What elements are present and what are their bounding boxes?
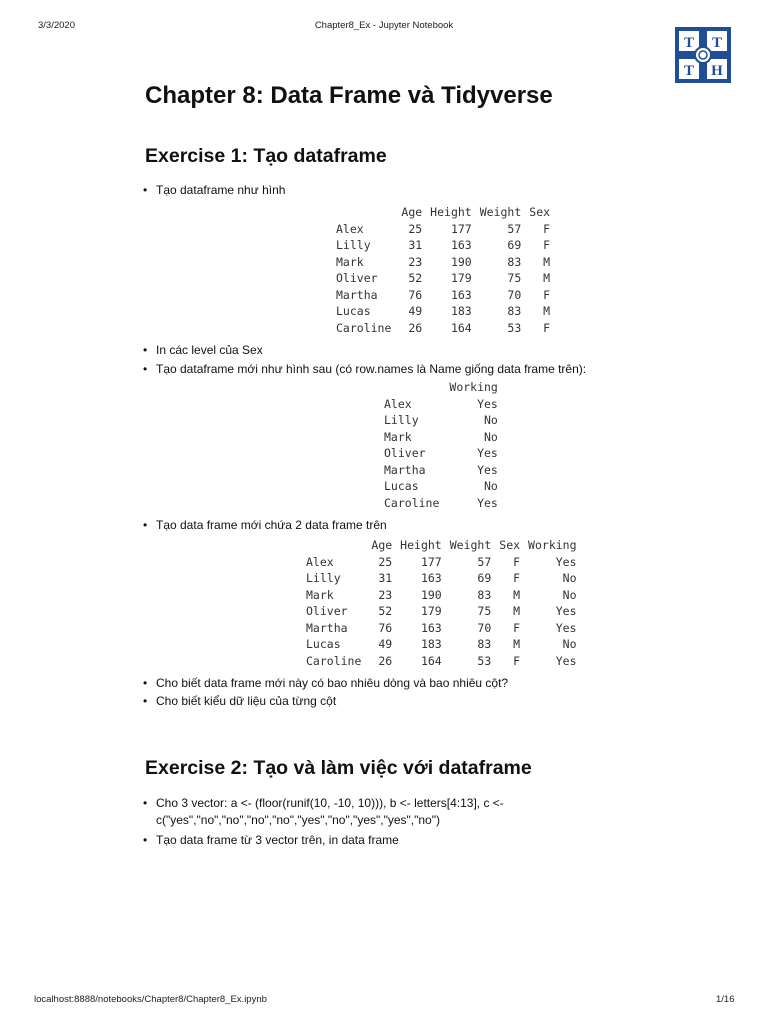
ex2-bullet-2: • Tạo data frame từ 3 vector trên, in data frame	[156, 832, 399, 849]
row-name: Alex	[384, 396, 412, 411]
column-header: Weight	[479, 205, 522, 219]
ex1-bullet-3: • Tạo dataframe mới như hình sau (có row.names là Name giống data frame trên):	[156, 361, 586, 378]
table-cell: No	[562, 587, 577, 602]
row-name: Oliver	[384, 446, 426, 460]
table-cell: F	[513, 571, 521, 585]
table-row	[306, 620, 581, 637]
table-cell: F	[513, 554, 521, 569]
exercise2-heading: Exercise 2: Tạo và làm việc với dataframe	[145, 757, 532, 779]
column-header: Height	[400, 538, 442, 552]
row-name: Martha	[384, 462, 426, 477]
tth-logo	[675, 27, 731, 83]
table-cell: No	[484, 413, 498, 427]
table-cell: 70	[477, 620, 492, 635]
table-cell: 163	[450, 287, 472, 302]
table-cell: 25	[378, 554, 393, 569]
row-name: Oliver	[336, 271, 378, 285]
table-cell: No	[562, 637, 577, 651]
table-cell: 76	[408, 287, 423, 302]
table-header-row	[336, 204, 554, 221]
column-header: Height	[430, 205, 472, 219]
table-cell: 83	[507, 254, 522, 269]
print-url: localhost:8888/notebooks/Chapter8/Chapter8_Ex.ipynb	[34, 994, 267, 1005]
row-name: Lilly	[336, 238, 371, 252]
table-cell: 177	[450, 221, 472, 236]
row-name: Oliver	[306, 604, 348, 618]
table-cell: No	[484, 429, 498, 444]
corner-cell	[384, 379, 445, 396]
table-cell: 26	[408, 320, 423, 335]
table-cell: 179	[450, 271, 472, 285]
table-cell: 163	[420, 620, 442, 635]
print-date: 3/3/2020	[38, 20, 75, 31]
table-row	[336, 237, 554, 254]
print-page-number: 1/16	[716, 994, 735, 1005]
table-cell: 179	[420, 604, 442, 618]
row-name: Lucas	[306, 637, 341, 651]
row-name: Lilly	[306, 571, 341, 585]
ex1-bullet-4: • Tạo data frame mới chứa 2 data frame trên	[156, 517, 387, 534]
table-cell: 164	[420, 653, 442, 668]
table-cell: 49	[378, 637, 393, 651]
row-name: Caroline	[306, 653, 362, 668]
table-row	[384, 445, 502, 462]
table-cell: 76	[378, 620, 393, 635]
table-row	[336, 287, 554, 304]
table-cell: 190	[420, 587, 442, 602]
dataframe-table-3	[306, 537, 581, 669]
table-row	[336, 303, 554, 320]
table-row	[306, 603, 581, 620]
table-cell: 53	[477, 653, 492, 668]
table-cell: 70	[507, 287, 522, 302]
column-header: Weight	[449, 538, 492, 552]
table-row	[336, 254, 554, 271]
table-cell: 49	[408, 304, 423, 318]
table-cell: M	[513, 637, 521, 651]
table-cell: 75	[477, 604, 492, 618]
table-cell: M	[543, 254, 551, 269]
table-cell: 164	[450, 320, 472, 335]
row-name: Caroline	[384, 495, 440, 510]
logo-letter: T	[683, 63, 695, 79]
row-name: Lucas	[336, 304, 371, 318]
table-row	[306, 554, 581, 571]
print-title: Chapter8_Ex - Jupyter Notebook	[314, 20, 454, 31]
table-cell: 163	[420, 571, 442, 585]
table-cell: 83	[477, 637, 492, 651]
table-cell: 31	[378, 571, 393, 585]
table-cell: 183	[450, 304, 472, 318]
table-cell: 25	[408, 221, 423, 236]
table-row	[384, 429, 502, 446]
dataframe-table-1	[336, 204, 554, 336]
table-cell: 53	[507, 320, 522, 335]
column-header: Working	[449, 380, 498, 394]
row-name: Lucas	[384, 479, 419, 493]
table-cell: F	[513, 620, 521, 635]
column-header: Age	[371, 538, 393, 552]
column-header: Working	[528, 538, 577, 552]
table-cell: Yes	[555, 554, 577, 569]
column-header: Sex	[499, 538, 521, 552]
table-cell: M	[513, 604, 521, 618]
row-name: Alex	[336, 221, 364, 236]
table-cell: Yes	[477, 446, 498, 460]
table-cell: M	[543, 304, 551, 318]
table-cell: 69	[477, 571, 492, 585]
dataframe-table-2	[384, 379, 502, 511]
table-cell: 177	[420, 554, 442, 569]
table-cell: 23	[378, 587, 393, 602]
table-cell: 75	[507, 271, 522, 285]
table-row	[336, 221, 554, 238]
logo-letter: H	[711, 63, 723, 79]
row-name: Martha	[306, 620, 348, 635]
corner-cell	[306, 537, 367, 554]
exercise1-heading: Exercise 1: Tạo dataframe	[145, 145, 387, 167]
table-row	[336, 320, 554, 337]
table-cell: Yes	[555, 620, 577, 635]
table-cell: 23	[408, 254, 423, 269]
table-header-row	[306, 537, 581, 554]
table-row	[336, 270, 554, 287]
row-name: Lilly	[384, 413, 419, 427]
logo-letter: T	[711, 35, 723, 51]
table-row	[384, 462, 502, 479]
table-row	[306, 653, 581, 670]
table-cell: 163	[450, 238, 472, 252]
table-cell: F	[543, 287, 551, 302]
table-header-row	[384, 379, 502, 396]
table-row	[384, 478, 502, 495]
table-cell: F	[543, 221, 551, 236]
table-row	[306, 636, 581, 653]
table-cell: M	[513, 587, 521, 602]
ex1-bullet-1: • Tạo dataframe như hình	[156, 182, 285, 199]
table-cell: Yes	[555, 604, 577, 618]
table-cell: 57	[477, 554, 492, 569]
ex2-bullet-1: • Cho 3 vector: a <- (floor(runif(10, -10, 10))), b <- letters[4:13], c <- c("yes","no","no","no","no","yes","no","yes","yes","no")	[156, 795, 576, 829]
table-row	[384, 396, 502, 413]
page-title: Chapter 8: Data Frame và Tidyverse	[145, 82, 553, 109]
table-cell: 183	[420, 637, 442, 651]
table-cell: 190	[450, 254, 472, 269]
table-cell: 52	[408, 271, 423, 285]
table-cell: F	[513, 653, 521, 668]
table-cell: Yes	[555, 653, 577, 668]
table-row	[384, 495, 502, 512]
table-cell: No	[562, 571, 577, 585]
ex1-bullet-5: • Cho biết data frame mới này có bao nhiêu dòng và bao nhiêu cột?	[156, 675, 508, 692]
table-cell: Yes	[477, 462, 498, 477]
table-cell: 57	[507, 221, 522, 236]
table-cell: No	[484, 479, 498, 493]
table-cell: F	[543, 320, 551, 335]
table-cell: M	[543, 271, 551, 285]
table-cell: 52	[378, 604, 393, 618]
row-name: Martha	[336, 287, 378, 302]
column-header: Age	[401, 205, 423, 219]
corner-cell	[336, 204, 397, 221]
ex1-bullet-2: • In các level của Sex	[156, 342, 263, 359]
row-name: Mark	[384, 429, 412, 444]
table-cell: 83	[507, 304, 522, 318]
table-cell: 26	[378, 653, 393, 668]
table-row	[384, 412, 502, 429]
column-header: Sex	[529, 205, 551, 219]
table-row	[306, 570, 581, 587]
row-name: Caroline	[336, 320, 392, 335]
logo-letter: T	[683, 35, 695, 51]
row-name: Mark	[306, 587, 334, 602]
table-row	[306, 587, 581, 604]
table-cell: 69	[507, 238, 522, 252]
row-name: Alex	[306, 554, 334, 569]
table-cell: 31	[408, 238, 423, 252]
table-cell: Yes	[477, 396, 498, 411]
row-name: Mark	[336, 254, 364, 269]
table-cell: F	[543, 238, 551, 252]
ex1-bullet-6: • Cho biết kiểu dữ liệu của từng cột	[156, 693, 336, 710]
table-cell: Yes	[477, 495, 498, 510]
table-cell: 83	[477, 587, 492, 602]
